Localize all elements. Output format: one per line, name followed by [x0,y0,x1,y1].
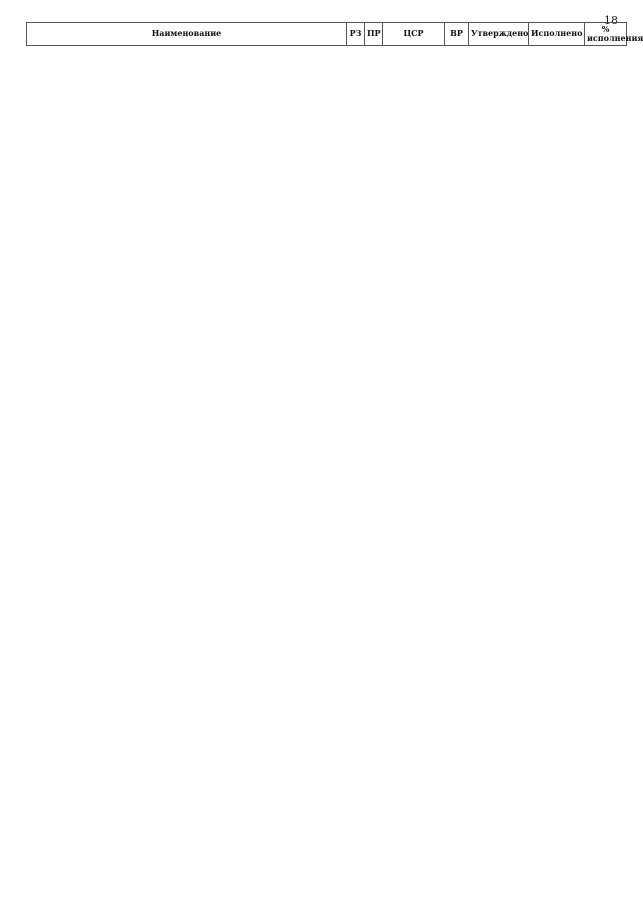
col-csr-header: ЦСР [383,23,445,46]
table-header-row [27,23,627,46]
col-vr-header: ВР [445,23,469,46]
budget-execution-table [26,22,643,46]
col-executed-header: Исполнено [529,23,585,46]
col-pr-header: ПР [365,23,383,46]
col-percent-header: % исполнения [585,23,627,46]
col-rz-header: РЗ [347,23,365,46]
col-name-header: Наименование [27,23,347,46]
col-approved-header: Утверждено [469,23,529,46]
page-number: 18 [604,14,618,27]
